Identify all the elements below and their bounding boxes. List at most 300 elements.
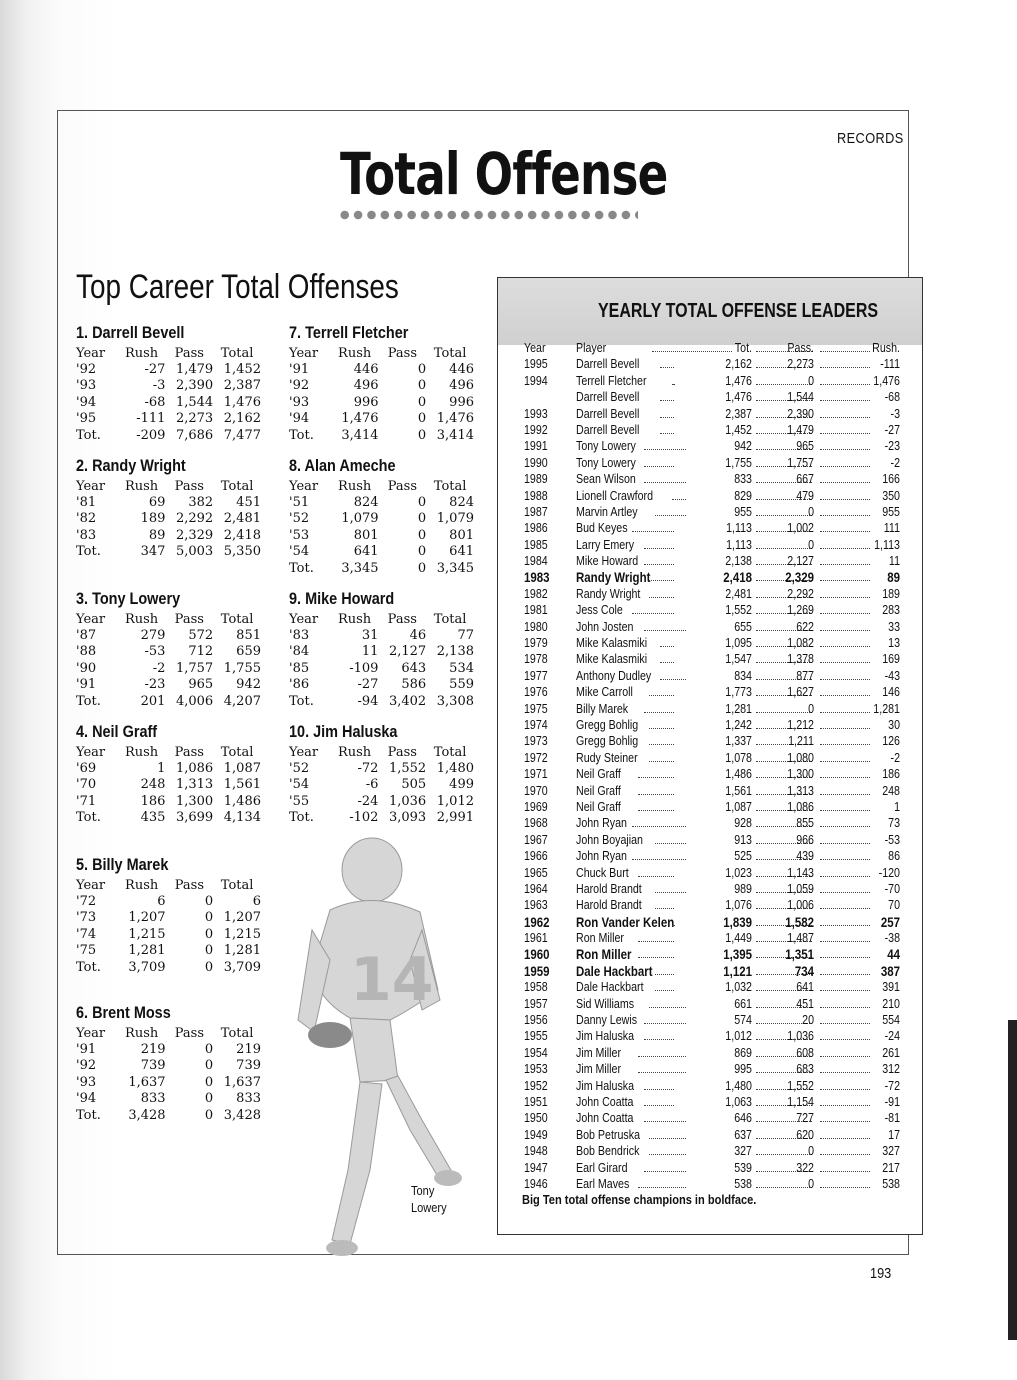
leader-row <box>524 438 902 454</box>
leader-dot-leader <box>655 843 686 844</box>
career-cell: 851 <box>236 628 261 644</box>
leader-row <box>524 963 902 979</box>
career-cell: -24 <box>357 793 379 809</box>
career-cell: Tot. <box>76 693 101 709</box>
leader-dot-leader <box>672 499 686 500</box>
leader-year: 1954 <box>524 1044 548 1060</box>
leader-dot-leader <box>655 908 674 909</box>
leader-year: 1970 <box>524 782 548 798</box>
leader-year: 1947 <box>524 1159 548 1175</box>
leader-dot-leader <box>649 695 674 696</box>
career-stats-table <box>289 478 474 576</box>
career-cell: 3,414 <box>436 427 474 443</box>
career-table-row <box>76 394 261 410</box>
leader-row <box>524 1160 902 1176</box>
leader-pass: 1,211 <box>788 733 814 749</box>
career-cell: 0 <box>417 560 427 576</box>
leader-player: Jess Cole <box>576 602 623 618</box>
career-table-row <box>289 793 474 809</box>
career-section-title: Top Career Total Offenses <box>76 268 399 306</box>
career-cell: 1,207 <box>223 910 261 926</box>
leader-total: 989 <box>734 880 752 896</box>
leader-player: Terrell Fletcher <box>576 372 647 388</box>
career-cell: 3,093 <box>388 810 427 826</box>
career-column-header: Rush <box>124 611 159 627</box>
leader-year: 1980 <box>524 618 548 634</box>
leader-rush: 955 <box>882 503 900 519</box>
leader-player: Ron Miller <box>576 930 624 946</box>
career-stats-table <box>76 611 261 709</box>
career-cell: 496 <box>353 378 379 394</box>
career-cell: 1,215 <box>128 926 166 942</box>
career-cell: 3,402 <box>388 693 427 709</box>
career-cell: -102 <box>349 810 379 826</box>
leader-dot-leader <box>649 728 674 729</box>
career-cell: 1,552 <box>388 761 427 777</box>
career-table-row <box>76 1091 261 1107</box>
leader-total: 829 <box>734 487 752 503</box>
leader-row <box>524 406 902 422</box>
yearly-leaders-table <box>524 340 902 1192</box>
career-cell: 712 <box>188 644 214 660</box>
leader-year: 1961 <box>524 930 548 946</box>
career-cell: 6 <box>157 894 166 910</box>
career-cell: 189 <box>140 511 166 527</box>
career-cell: 1,486 <box>223 793 261 809</box>
leader-rush: -2 <box>890 749 900 765</box>
career-cell: 2,418 <box>223 527 261 543</box>
leader-row <box>524 881 902 897</box>
career-cell: 31 <box>361 628 379 644</box>
career-player-name: 8. Alan Ameche <box>289 456 396 475</box>
career-table-row <box>289 560 474 576</box>
career-stats-table <box>289 744 474 826</box>
leader-total: 1,076 <box>725 897 752 913</box>
caption-line-2: Lowery <box>411 1200 447 1215</box>
career-cell: '92 <box>289 378 310 394</box>
career-cell: -68 <box>144 394 166 410</box>
career-cell: '94 <box>289 411 310 427</box>
career-cell: 0 <box>204 926 214 942</box>
career-column-header: Year <box>289 611 319 627</box>
career-cell: 382 <box>188 495 214 511</box>
career-cell: 1,755 <box>223 660 261 676</box>
leader-year: 1971 <box>524 766 548 782</box>
leader-year: 1988 <box>524 487 548 503</box>
career-cell: -72 <box>357 761 379 777</box>
leader-pass: 0 <box>808 1175 814 1191</box>
career-cell: 3,709 <box>128 959 166 975</box>
leader-rush: 248 <box>882 782 900 798</box>
leader-total: 1,486 <box>725 766 752 782</box>
career-table-row <box>289 644 474 660</box>
career-table-header <box>76 744 261 760</box>
leader-player: Dale Hackbart <box>576 979 644 995</box>
leader-rush: 1 <box>894 798 900 814</box>
leader-dot-leader <box>644 449 686 450</box>
career-table-row <box>76 810 261 826</box>
career-cell: 0 <box>204 1074 214 1090</box>
leader-year: 1968 <box>524 815 548 831</box>
career-column-header: Pass <box>387 478 417 494</box>
leader-row <box>524 602 902 618</box>
leader-total: 539 <box>734 1159 752 1175</box>
career-column-header: Rush <box>124 345 159 361</box>
leader-total: 1,561 <box>725 782 752 798</box>
leaders-col-year: Year <box>524 340 546 355</box>
career-table-row <box>76 777 261 793</box>
leader-rush: 261 <box>882 1044 900 1060</box>
leader-total: 1,095 <box>725 635 752 651</box>
leader-year: 1979 <box>524 635 548 651</box>
career-player-name: 4. Neil Graff <box>76 722 158 741</box>
leader-pass: 1,544 <box>787 389 814 405</box>
career-column-header: Rush <box>338 478 372 494</box>
career-table-row <box>76 943 261 959</box>
career-cell: 0 <box>204 910 214 926</box>
leader-pass: 1,627 <box>787 684 814 700</box>
career-column-header: Year <box>76 478 106 494</box>
leader-pass: 1,582 <box>785 913 814 930</box>
career-cell: 0 <box>417 394 427 410</box>
career-cell: '92 <box>76 1058 97 1074</box>
career-cell: 4,134 <box>223 810 261 826</box>
leader-rush: 33 <box>888 618 900 634</box>
leader-rush: -3 <box>890 405 900 421</box>
career-stats-table <box>289 345 474 443</box>
career-cell: 3,428 <box>223 1107 261 1123</box>
leader-year: 1965 <box>524 864 548 880</box>
career-cell: '86 <box>289 677 310 693</box>
career-table-header <box>289 478 474 494</box>
career-column-header: Rush <box>124 478 159 494</box>
career-cell: 1,476 <box>436 411 474 427</box>
leader-pass: 0 <box>808 536 814 552</box>
leader-year: 1994 <box>524 372 548 388</box>
leader-player: Harold Brandt <box>576 880 642 896</box>
leader-row <box>524 488 902 504</box>
career-cell: 5,003 <box>175 544 214 560</box>
career-cell: 2,292 <box>175 511 214 527</box>
career-cell: 446 <box>353 362 379 378</box>
career-table-row <box>76 959 261 975</box>
leader-dot-leader <box>632 826 686 827</box>
leader-rush: -111 <box>880 356 900 372</box>
leader-total: 661 <box>734 995 752 1011</box>
leader-dot-leader <box>649 1138 686 1139</box>
leader-pass: 1,479 <box>787 421 814 437</box>
leader-row <box>524 897 902 913</box>
career-cell: '72 <box>76 894 97 910</box>
career-cell: '92 <box>76 362 97 378</box>
leaders-col-player: Player <box>576 340 607 355</box>
leader-dot-leader <box>649 597 674 598</box>
career-table-row <box>76 793 261 809</box>
leader-year: 1985 <box>524 536 548 552</box>
yearly-leaders-title: YEARLY TOTAL OFFENSE LEADERS <box>598 300 879 322</box>
career-column-header: Total <box>220 611 254 627</box>
leader-rush: 111 <box>883 520 900 536</box>
leader-rush: 312 <box>882 1061 900 1077</box>
career-cell: 4,207 <box>223 693 261 709</box>
leader-year: 1987 <box>524 503 548 519</box>
leader-row <box>524 848 902 864</box>
leader-rush: 30 <box>888 716 900 732</box>
career-cell: -94 <box>357 693 379 709</box>
leader-year: 1983 <box>524 569 550 586</box>
leader-player: Larry Emery <box>576 536 635 552</box>
leader-total: 869 <box>734 1044 752 1060</box>
career-cell: 942 <box>236 677 261 693</box>
career-cell: 505 <box>401 777 427 793</box>
career-cell: '91 <box>289 362 310 378</box>
career-cell: 0 <box>204 1042 214 1058</box>
leader-year: 1960 <box>524 946 550 963</box>
career-cell: -2 <box>152 660 166 676</box>
career-column-header: Year <box>76 744 106 760</box>
career-cell: 186 <box>140 793 166 809</box>
leader-row <box>524 1176 902 1192</box>
leader-dot-leader <box>672 925 674 926</box>
career-stats-table <box>76 478 261 560</box>
career-cell: 0 <box>417 427 427 443</box>
career-cell: Tot. <box>76 959 101 975</box>
leader-year: 1986 <box>524 520 548 536</box>
career-cell: 1,476 <box>341 411 379 427</box>
career-table-row <box>76 378 261 394</box>
career-cell: -3 <box>152 378 166 394</box>
leader-row <box>524 504 902 520</box>
title-dot-rule <box>338 208 638 222</box>
leader-row <box>524 832 902 848</box>
leader-player: Danny Lewis <box>576 1012 638 1028</box>
career-cell: 1,036 <box>388 793 427 809</box>
career-cell: '69 <box>76 761 97 777</box>
leader-total: 1,078 <box>725 749 752 765</box>
leader-pass: 1,378 <box>787 651 814 667</box>
leader-dot-leader <box>644 482 686 483</box>
leader-player: Anthony Dudley <box>576 667 652 683</box>
leader-row <box>524 815 902 831</box>
career-cell: 0 <box>417 544 427 560</box>
leader-row <box>524 930 902 946</box>
leader-rush: 387 <box>880 962 900 979</box>
leader-dot-leader <box>655 515 686 516</box>
leader-dot-leader <box>644 1039 674 1040</box>
leader-rush: -53 <box>884 831 900 847</box>
leader-total: 1,023 <box>725 864 752 880</box>
leader-rush: 391 <box>882 979 900 995</box>
leader-pass: 20 <box>802 1012 814 1028</box>
career-cell: 996 <box>353 394 379 410</box>
career-cell: -111 <box>136 411 166 427</box>
leader-row <box>524 979 902 995</box>
leader-year: 1963 <box>524 897 548 913</box>
leader-player: Bob Petruska <box>576 1126 640 1142</box>
leader-total: 637 <box>734 1126 752 1142</box>
career-table-header <box>76 1025 261 1041</box>
leader-dot-leader <box>644 1121 686 1122</box>
leader-dot-leader <box>655 974 674 975</box>
career-cell: 201 <box>140 693 166 709</box>
career-cell: 1,086 <box>175 761 214 777</box>
page-title: Total Offense <box>340 140 668 208</box>
career-cell: '71 <box>76 793 97 809</box>
leader-row <box>524 471 902 487</box>
leader-rush: -24 <box>884 1028 900 1044</box>
leader-dot-leader <box>644 1105 674 1106</box>
leader-dot-leader <box>644 564 674 565</box>
leader-row <box>524 553 902 569</box>
leader-dot-leader <box>644 1023 686 1024</box>
leader-row <box>524 1012 902 1028</box>
leader-row <box>524 422 902 438</box>
career-player-name: 7. Terrell Fletcher <box>289 323 409 342</box>
leader-player: Neil Graff <box>576 798 621 814</box>
leader-player: Tony Lowery <box>576 454 636 470</box>
leader-dot-leader <box>638 941 674 942</box>
leader-total: 1,476 <box>725 372 752 388</box>
leader-rush: 166 <box>882 471 900 487</box>
leader-dot-leader <box>660 433 674 434</box>
career-table-row <box>76 644 261 660</box>
leader-total: 913 <box>734 831 752 847</box>
career-column-header: Pass <box>174 345 204 361</box>
leader-year: 1990 <box>524 454 548 470</box>
leader-rush: -91 <box>884 1093 900 1109</box>
leader-year: 1948 <box>524 1143 548 1159</box>
leader-pass: 1,552 <box>787 1077 814 1093</box>
leader-player: Jim Haluska <box>576 1077 635 1093</box>
caption-line-1: Tony <box>411 1183 435 1198</box>
leader-row <box>524 668 902 684</box>
leader-player: John Boyajian <box>576 831 643 847</box>
leader-pass: 641 <box>796 979 814 995</box>
career-cell: '74 <box>76 926 97 942</box>
leader-rush: -23 <box>884 438 900 454</box>
photo-caption <box>411 1182 447 1216</box>
leader-total: 327 <box>734 1143 752 1159</box>
leader-year: 1973 <box>524 733 548 749</box>
leader-player: Darrell Bevell <box>576 405 640 421</box>
leader-dot-leader <box>649 744 674 745</box>
career-table-row <box>76 411 261 427</box>
career-cell: 4,006 <box>175 693 214 709</box>
leader-dot-leader <box>638 794 674 795</box>
career-block <box>76 855 261 975</box>
career-column-header: Total <box>433 744 467 760</box>
career-column-header: Total <box>220 877 254 893</box>
career-player-name: 6. Brent Moss <box>76 1003 171 1022</box>
career-block <box>289 456 474 576</box>
leader-rush: -27 <box>884 421 900 437</box>
career-column-header: Year <box>76 611 106 627</box>
leader-dot-leader <box>638 1187 686 1188</box>
career-cell: 559 <box>449 677 474 693</box>
career-cell: '91 <box>76 677 97 693</box>
career-cell: 1,012 <box>436 793 474 809</box>
career-cell: 77 <box>457 628 474 644</box>
leader-pass: 479 <box>796 487 814 503</box>
leader-total: 995 <box>734 1061 752 1077</box>
career-table-row <box>76 660 261 676</box>
leader-pass: 2,390 <box>787 405 814 421</box>
career-table-row <box>289 677 474 693</box>
svg-text:14: 14 <box>350 945 434 1015</box>
career-table-row <box>289 411 474 427</box>
career-cell: '51 <box>289 495 310 511</box>
leader-row <box>524 537 902 553</box>
leader-player: Darrell Bevell <box>576 421 640 437</box>
career-cell: 1,480 <box>436 761 474 777</box>
leader-pass: 1,059 <box>787 880 814 896</box>
leader-total: 655 <box>734 618 752 634</box>
leader-pass: 322 <box>796 1159 814 1175</box>
career-table-row <box>76 1107 261 1123</box>
career-cell: '93 <box>289 394 310 410</box>
career-table-row <box>76 427 261 443</box>
career-cell: 11 <box>361 644 379 660</box>
leader-rush: -70 <box>884 880 900 896</box>
leader-pass: 1,086 <box>787 798 814 814</box>
leader-player: Bob Bendrick <box>576 1143 640 1159</box>
leader-pass: 734 <box>794 962 814 979</box>
leader-row <box>524 996 902 1012</box>
career-cell: 534 <box>449 660 474 676</box>
career-column-header: Pass <box>174 611 204 627</box>
page-number: 193 <box>870 1265 892 1282</box>
leader-year: 1966 <box>524 848 548 864</box>
career-cell: 89 <box>148 527 166 543</box>
leaders-col-rush: Rush. <box>872 340 900 355</box>
leader-row <box>524 586 902 602</box>
leader-dot-leader <box>649 1007 686 1008</box>
career-cell: 1,087 <box>223 761 261 777</box>
career-column-header: Total <box>220 744 254 760</box>
leader-dot-leader <box>644 1171 686 1172</box>
leader-year: 1977 <box>524 667 548 683</box>
leader-dot-leader <box>644 548 674 549</box>
leader-total: 1,547 <box>725 651 752 667</box>
career-cell: -209 <box>136 427 166 443</box>
leader-pass: 966 <box>796 831 814 847</box>
leader-total: 1,449 <box>725 930 752 946</box>
career-cell: 347 <box>140 544 166 560</box>
leader-pass: 1,313 <box>787 782 814 798</box>
career-cell: 801 <box>353 527 379 543</box>
leader-total: 1,063 <box>725 1093 752 1109</box>
leader-total: 1,839 <box>723 913 752 930</box>
career-cell: 0 <box>417 511 427 527</box>
career-table-row <box>76 677 261 693</box>
leader-year: 1976 <box>524 684 548 700</box>
leader-player: John Ryan <box>576 848 627 864</box>
career-cell: 1,300 <box>175 793 214 809</box>
leader-row <box>524 520 902 536</box>
leader-year: 1967 <box>524 831 548 847</box>
career-cell: '88 <box>76 644 97 660</box>
leader-total: 1,113 <box>726 536 752 552</box>
leader-row <box>524 1110 902 1126</box>
leader-player: Sean Wilson <box>576 471 636 487</box>
career-cell: 6 <box>252 894 261 910</box>
career-table-row <box>76 760 261 776</box>
career-block <box>76 1003 261 1123</box>
leader-dot-leader <box>660 679 686 680</box>
career-column-header: Rush <box>124 744 159 760</box>
leader-player: Darrell Bevell <box>576 356 640 372</box>
career-cell: 833 <box>236 1091 261 1107</box>
